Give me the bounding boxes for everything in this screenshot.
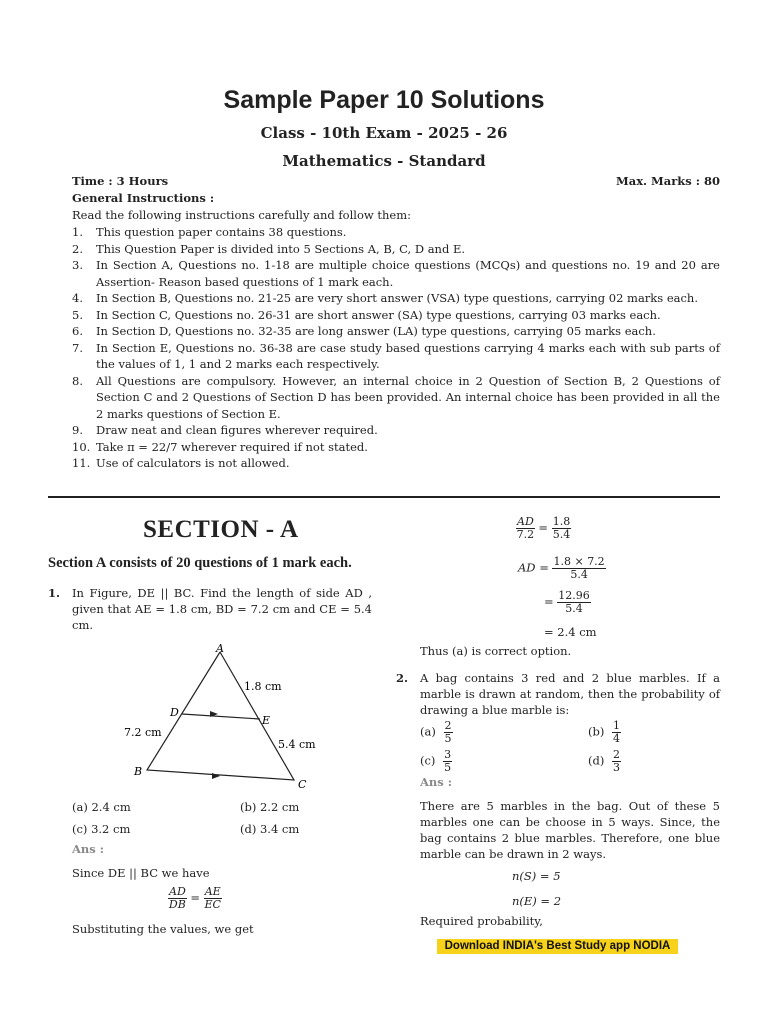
q1-option-c: (c) 3.2 cm — [72, 822, 131, 836]
q2-ne: n(E) = 2 — [512, 894, 562, 908]
section-divider — [48, 496, 720, 498]
instruction-item: 4. In Section B, Questions no. 21-25 are very short answer (VSA) type questions, carrying 02 marks each. — [72, 291, 698, 305]
q2-explanation: There are 5 marbles in the bag. Out of these 5 marbles one can be choose in 5 ways. Since, the bag contains 2 blue marbles. Therefore, one blue marble can be drawn in 2 ways. — [420, 799, 720, 861]
download-app-banner[interactable]: Download INDIA's Best Study app NODIA — [437, 939, 678, 954]
q1-step2: AD = $\frac{1.8 \times 7.2}{5.4}$ — [518, 555, 605, 581]
q1-step3: = $\frac{12.96}{5.4}$ — [544, 589, 590, 615]
q1-option-d: (d) 3.4 cm — [240, 822, 300, 836]
q2-ans-label: Ans : — [420, 775, 453, 789]
instruction-item: 3. In Section A, Questions no. 1-18 are multiple choice questions (MCQs) and questions no. 19 and 20 are Assertion- Reason based questions of 1 mark each. — [72, 258, 720, 289]
q2-option-d: (d) $\frac{2}{3}$ — [588, 748, 620, 774]
q1-option-b: (b) 2.2 cm — [240, 800, 300, 814]
instruction-item: 8. All Questions are compulsory. However, an internal choice in 2 Question of Section B, 2 Questions of Section C and 2 Questions of Section D has been provided. An internal choice has been provided in all the 2 marks questions of Section E. — [72, 373, 720, 421]
general-instructions-heading: General Instructions : — [72, 191, 215, 205]
q2-number: 2. — [396, 671, 409, 685]
q2-option-b: (b) $\frac{1}{4}$ — [588, 719, 620, 745]
page-title: Sample Paper 10 Solutions — [223, 86, 545, 114]
q1-since-text: Since DE || BC we have — [72, 866, 210, 880]
instruction-item: 1. This question paper contains 38 questions. — [72, 225, 347, 239]
q1-step4: = 2.4 cm — [544, 625, 597, 639]
section-title: SECTION - A — [143, 516, 299, 543]
q2-option-a: (a) $\frac{2}{5}$ — [420, 719, 452, 745]
time-label: Time : 3 Hours — [72, 174, 169, 188]
class-line: Class - 10th Exam - 2025 - 26 — [260, 124, 508, 142]
ae-length-label: 1.8 cm — [244, 680, 282, 693]
q1-step1: $\frac{AD}{7.2}$ = $\frac{1.8}{5.4}$ — [516, 515, 571, 541]
instruction-item: 10. Take π = 22/7 wherever required if not stated. — [72, 439, 368, 454]
section-subtitle: Section A consists of 20 questions of 1 mark each. — [48, 555, 352, 571]
vertex-e-label: E — [262, 714, 271, 727]
instruction-item: 5. In Section C, Questions no. 26-31 are short answer (SA) type questions, carrying 03 marks each. — [72, 307, 661, 322]
vertex-a-label: A — [216, 642, 224, 655]
instructions-intro: Read the following instructions carefully and follow them: — [72, 208, 411, 222]
q2-text: A bag contains 3 red and 2 blue marbles. If a marble is drawn at random, then the probability of drawing a blue marble is: — [420, 671, 720, 717]
max-marks-label: Max. Marks : 80 — [616, 174, 720, 188]
instruction-item: 11. Use of calculators is not allowed. — [72, 456, 290, 470]
instruction-item: 2. This Question Paper is divided into 5 Sections A, B, C, D and E. — [72, 241, 466, 256]
q2-ns: n(S) = 5 — [512, 869, 561, 883]
q1-number: 1. — [48, 586, 61, 600]
instruction-item: 7. In Section E, Questions no. 36-38 are case study based questions carrying 4 marks each with sub parts of the values of 1, 1 and 2 marks each respectively. — [72, 340, 720, 371]
q1-text: In Figure, DE || BC. Find the length of side AD , given that AE = 1.8 cm, BD = 7.2 cm and CE = 5.4 cm. — [72, 586, 372, 632]
q1-conclusion: Thus (a) is correct option. — [420, 644, 572, 658]
q1-ans-label: Ans : — [72, 842, 105, 856]
q2-required-probability: Required probability, — [420, 914, 543, 928]
q1-ratio-equation: $\frac{AD}{DB}$ = $\frac{AE}{EC}$ — [168, 885, 221, 911]
instruction-item: 9. Draw neat and clean figures wherever required. — [72, 423, 378, 437]
q2-option-c: (c) $\frac{3}{5}$ — [420, 748, 452, 774]
ce-length-label: 5.4 cm — [278, 738, 316, 751]
vertex-b-label: B — [134, 765, 143, 778]
q1-substituting-text: Substituting the values, we get — [72, 922, 254, 936]
instructions-list — [72, 224, 720, 472]
subject-line: Mathematics - Standard — [282, 152, 486, 170]
q1-option-a: (a) 2.4 cm — [72, 800, 131, 814]
triangle-figure — [110, 640, 340, 790]
bd-length-label: 7.2 cm — [124, 726, 162, 739]
vertex-c-label: C — [298, 778, 307, 790]
instruction-item: 6. In Section D, Questions no. 32-35 are long answer (LA) type questions, carrying 05 marks each. — [72, 324, 656, 338]
vertex-d-label: D — [170, 706, 179, 719]
